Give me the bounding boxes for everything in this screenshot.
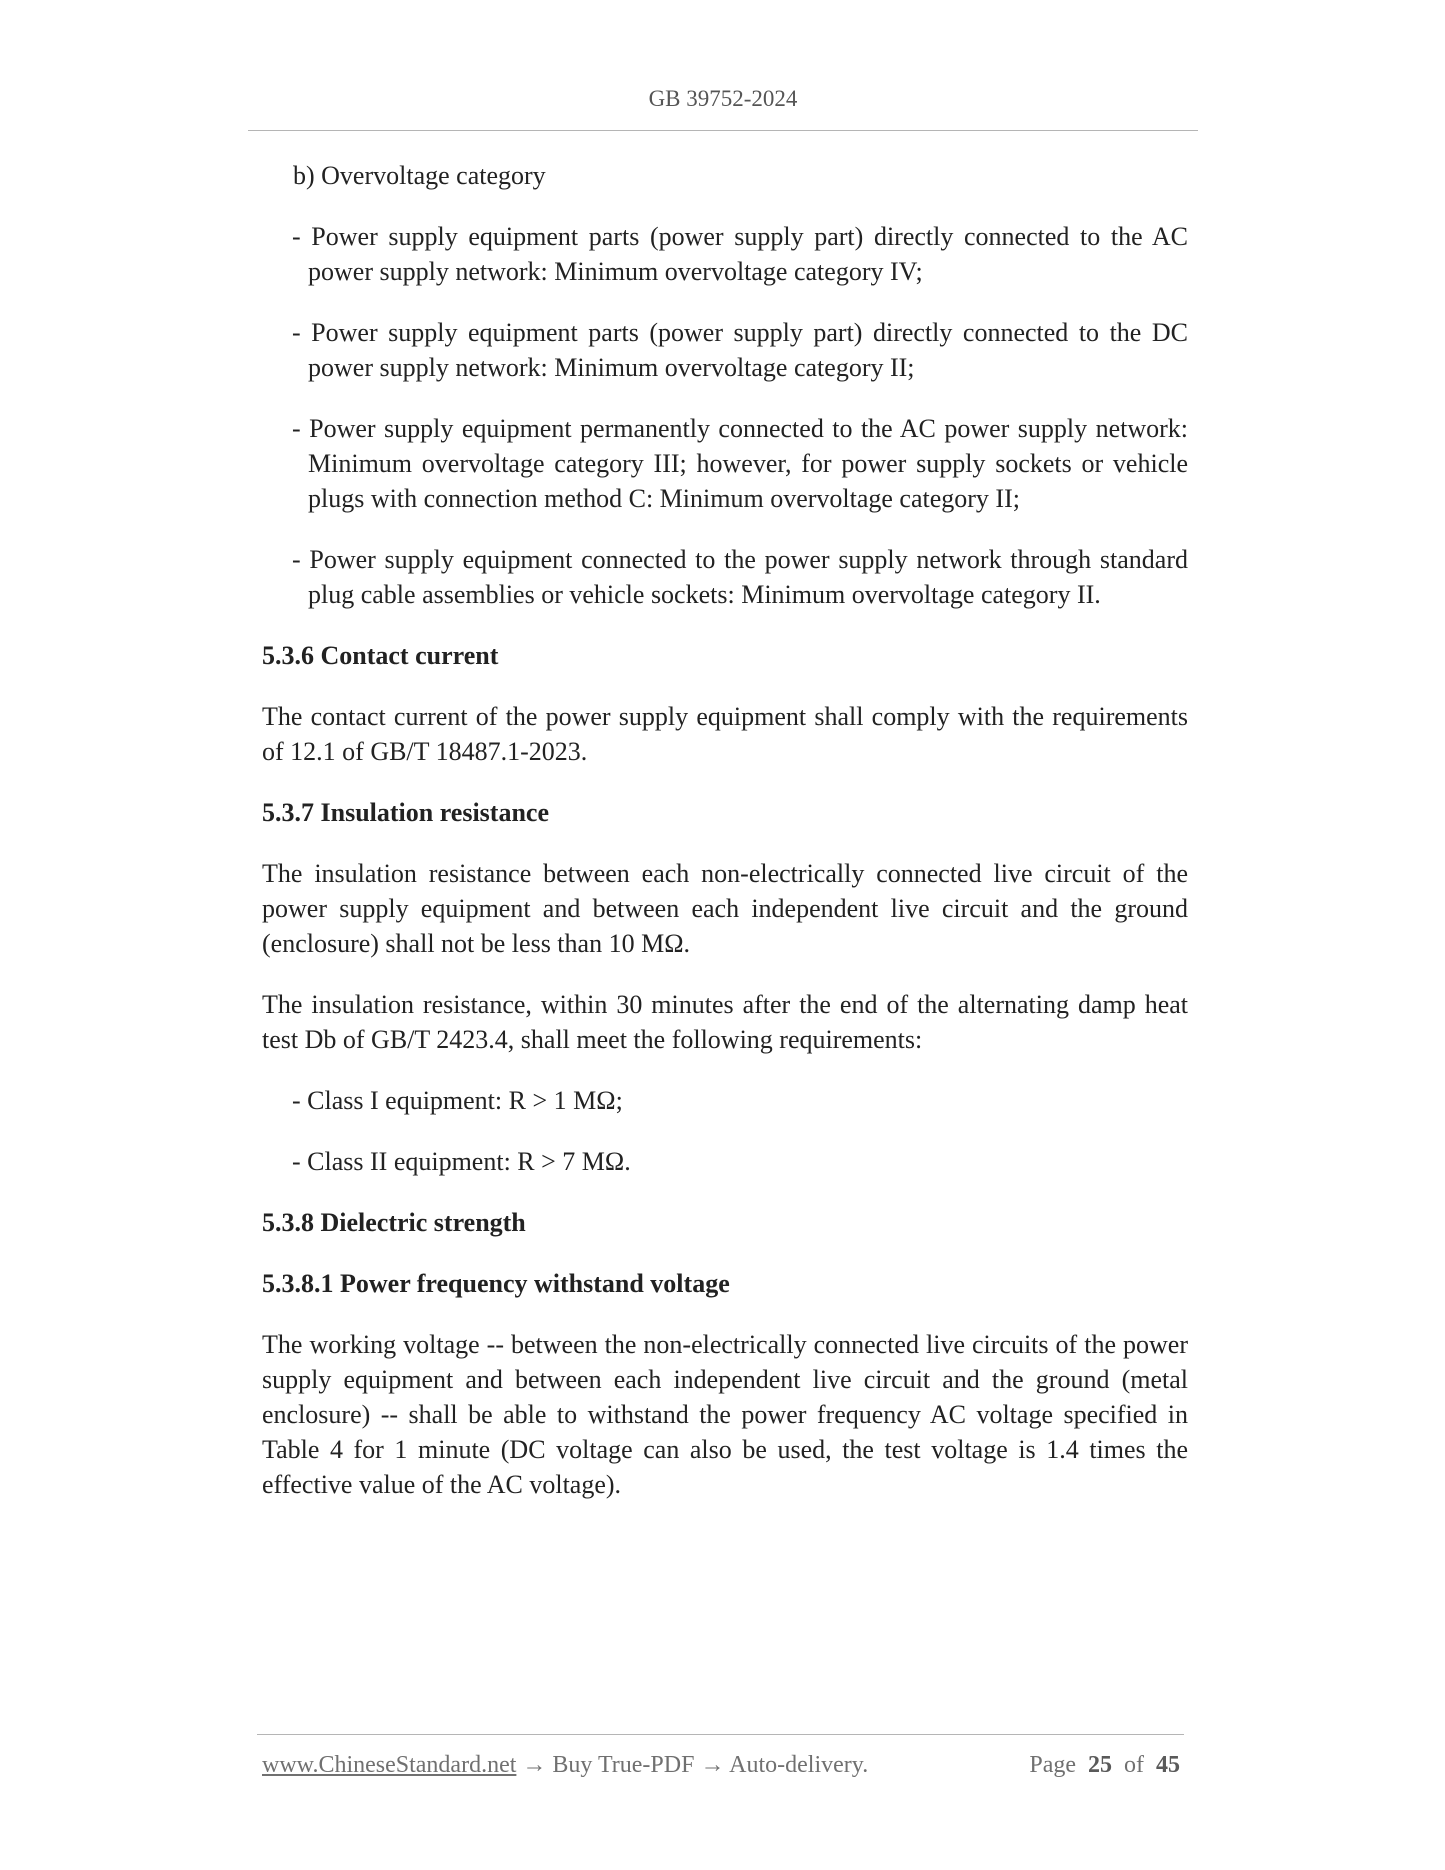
arrow-icon: →	[694, 1752, 730, 1778]
paragraph: The contact current of the power supply equipment shall comply with the requirements of 12.1 of GB/T 18487.1-2023.	[262, 702, 1188, 766]
section-heading-contact-current: 5.3.6 Contact current	[262, 641, 499, 670]
list-item: - Class II equipment: R > 7 MΩ.	[292, 1147, 631, 1176]
arrow-icon: →	[516, 1752, 553, 1778]
list-item: - Power supply equipment parts (power supply part) directly connected to the AC power supply network: Minimum overvoltage category IV;	[292, 222, 1188, 286]
list-item: - Power supply equipment parts (power supply part) directly connected to the DC power supply network: Minimum overvoltage category II;	[292, 318, 1188, 382]
section-heading-insulation-resistance: 5.3.7 Insulation resistance	[262, 798, 549, 827]
section-heading-power-frequency-withstand: 5.3.8.1 Power frequency withstand voltage	[262, 1269, 730, 1298]
list-item: - Power supply equipment connected to the power supply network through standard plug cable assemblies or vehicle sockets: Minimum overvoltage category II.	[292, 545, 1188, 609]
overvoltage-category-title: b) Overvoltage category	[293, 161, 546, 190]
buy-text: Buy True-PDF	[552, 1752, 695, 1778]
section-heading-dielectric-strength: 5.3.8 Dielectric strength	[262, 1208, 526, 1237]
header-rule	[248, 130, 1198, 131]
paragraph: The insulation resistance between each non-electrically connected live circuit of the power supply equipment and between each independent live circuit and the ground (enclosure) shall not be less than 10 MΩ.	[262, 859, 1188, 958]
page-number	[1029, 1752, 1180, 1779]
footer-rule	[257, 1734, 1184, 1735]
of-label: of	[1124, 1752, 1144, 1778]
site-link[interactable]: www.ChineseStandard.net	[262, 1752, 517, 1778]
total-pages: 45	[1156, 1752, 1180, 1778]
footer-promo	[262, 1752, 868, 1779]
page-footer	[262, 1752, 1184, 1786]
current-page: 25	[1088, 1752, 1112, 1778]
list-item: - Power supply equipment permanently connected to the AC power supply network: Minimum overvoltage category III; however, for power supply sockets or vehicle plugs with connection method C: Minimum overvoltage category II;	[292, 414, 1188, 513]
page-header: GB 39752-2024	[648, 86, 798, 111]
paragraph: The insulation resistance, within 30 minutes after the end of the alternating damp heat test Db of GB/T 2423.4, shall meet the following requirements:	[262, 990, 1188, 1054]
paragraph: The working voltage -- between the non-electrically connected live circuits of the power supply equipment and between each independent live circuit and the ground (metal enclosure) -- shall be able to withstand the power frequency AC voltage specified in Table 4 for 1 minute (DC voltage can also be used, the test voltage is 1.4 times the effective value of the AC voltage).	[262, 1330, 1188, 1499]
page-body	[262, 158, 1188, 1528]
list-item: - Class I equipment: R > 1 MΩ;	[292, 1086, 623, 1115]
page-label: Page	[1029, 1752, 1076, 1778]
delivery-text: Auto-delivery.	[729, 1752, 869, 1778]
